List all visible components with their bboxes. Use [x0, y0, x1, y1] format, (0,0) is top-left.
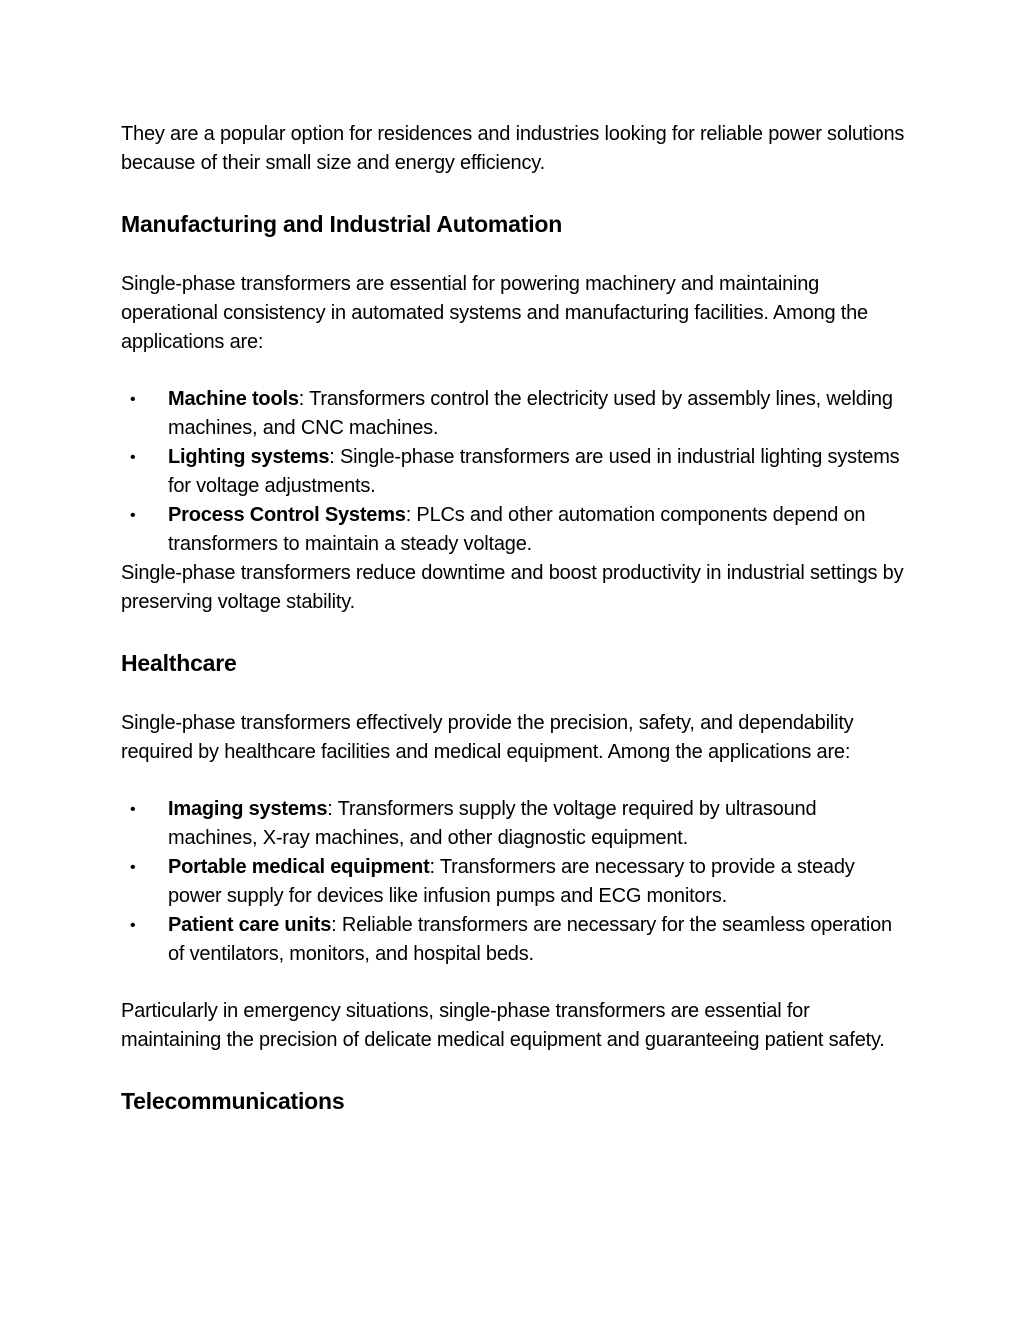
- bullet-icon: •: [130, 391, 136, 408]
- list-item: [121, 385, 911, 443]
- list-item: [121, 501, 911, 559]
- list-item-term: Lighting systems: [168, 446, 330, 468]
- list-item: [121, 911, 911, 969]
- bullet-icon: •: [130, 859, 136, 876]
- manufacturing-paragraph: Single-phase transformers are essential for powering machinery and maintaining operational consistency in automated systems and manufacturing facilities. Among the applications are:: [121, 273, 868, 353]
- list-item-term: Process Control Systems: [168, 504, 406, 526]
- bullet-icon: •: [130, 449, 136, 466]
- list-item-term: Patient care units: [168, 914, 332, 936]
- healthcare-summary: Particularly in emergency situations, single-phase transformers are essential for maintaining the precision of delicate medical equipment and guaranteeing patient safety.: [121, 1000, 885, 1051]
- list-item-description: : Single-phase transformers are used in industrial lighting systems for voltage adjustments.: [168, 446, 900, 497]
- intro-paragraph: They are a popular option for residences and industries looking for reliable power solutions because of their small size and energy efficiency.: [121, 123, 905, 174]
- list-item-description: : Transformers control the electricity used by assembly lines, welding machines, and CNC machines.: [168, 388, 893, 439]
- manufacturing-heading: Manufacturing and Industrial Automation: [121, 211, 563, 237]
- list-item-term: Machine tools: [168, 388, 299, 410]
- manufacturing-applications-list: [121, 385, 911, 559]
- bullet-icon: •: [130, 507, 136, 524]
- bullet-icon: •: [130, 917, 136, 934]
- list-item-description: : Transformers are necessary to provide a steady power supply for devices like infusion pumps and ECG monitors.: [168, 856, 855, 907]
- list-item-description: : Transformers supply the voltage required by ultrasound machines, X-ray machines, and other diagnostic equipment.: [168, 798, 817, 849]
- list-item: [121, 853, 911, 911]
- list-item-description: : PLCs and other automation components depend on transformers to maintain a steady voltage.: [168, 504, 866, 555]
- list-item-term: Portable medical equipment: [168, 856, 430, 878]
- healthcare-paragraph: Single-phase transformers effectively provide the precision, safety, and dependability required by healthcare facilities and medical equipment. Among the applications are:: [121, 712, 854, 763]
- list-item: [121, 443, 911, 501]
- document-page: [121, 120, 911, 1117]
- bullet-icon: •: [130, 801, 136, 818]
- telecommunications-heading: Telecommunications: [121, 1088, 345, 1114]
- manufacturing-summary: Single-phase transformers reduce downtime and boost productivity in industrial settings by preserving voltage stability.: [121, 562, 904, 613]
- healthcare-applications-list: [121, 795, 911, 969]
- list-item: [121, 795, 911, 853]
- list-item-term: Imaging systems: [168, 798, 328, 820]
- healthcare-heading: Healthcare: [121, 650, 237, 676]
- list-item-description: : Reliable transformers are necessary for the seamless operation of ventilators, monitors, and hospital beds.: [168, 914, 892, 965]
